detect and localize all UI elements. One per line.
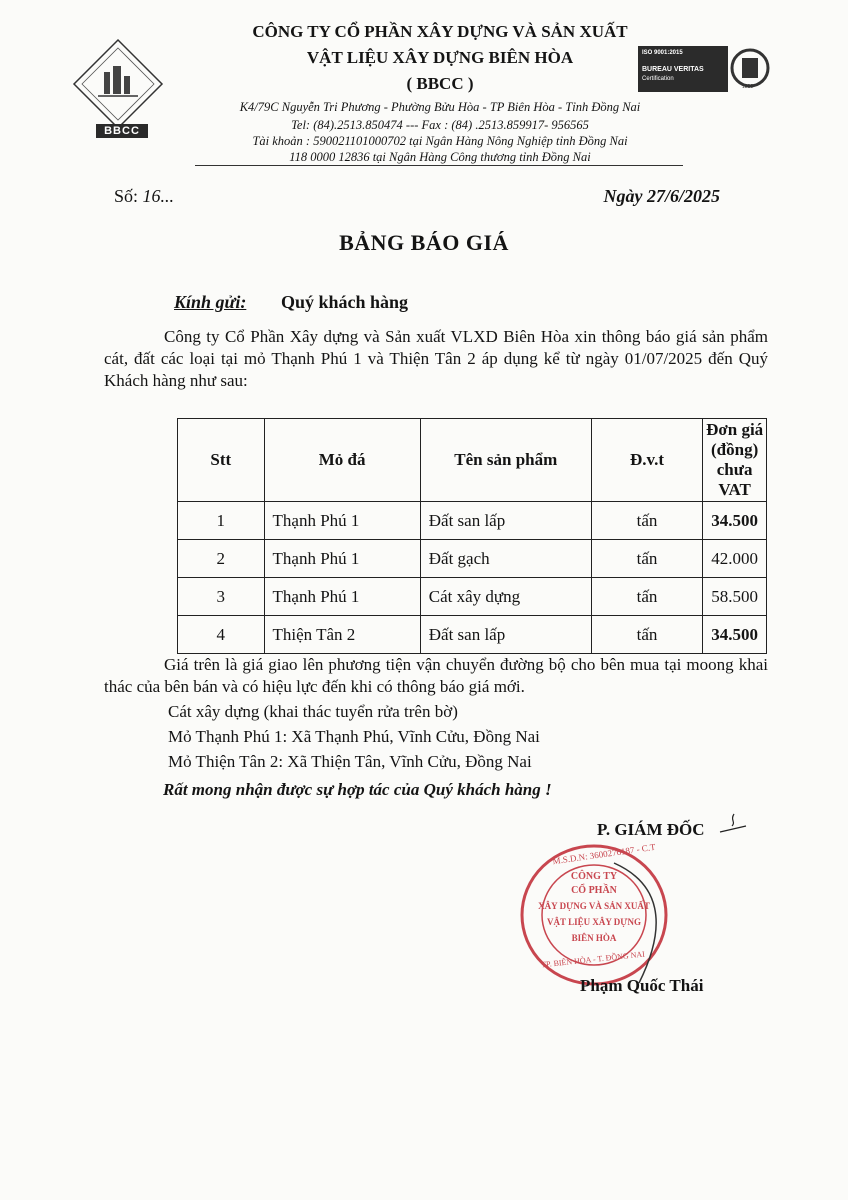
cell-unit: tấn <box>591 616 702 654</box>
cell-product: Cát xây dựng <box>420 578 591 616</box>
closing-line: Rất mong nhận được sự hợp tác của Quý khách hàng ! <box>163 780 552 799</box>
company-account-2: 118 0000 12836 tại Ngân Hàng Công thương tỉnh Đồng Nai <box>289 150 591 164</box>
company-name-line2: VẬT LIỆU XÂY DỰNG BIÊN HÒA <box>306 48 574 67</box>
stamp-line-2: CỔ PHẦN <box>571 885 617 896</box>
company-phone: Tel: (84).2513.850474 --- Fax : (84) .2513.859917- 956565 <box>291 118 589 132</box>
stamp-line-1: CÔNG TY <box>570 871 618 882</box>
cell-product: Đất san lấp <box>420 616 591 654</box>
table-row <box>178 616 767 654</box>
col-header-price-line1: Đơn giá (đồng) <box>706 420 764 459</box>
price-table <box>177 418 767 654</box>
stamp-line-5: BIÊN HÒA <box>571 933 617 943</box>
company-address: K4/79C Nguyễn Tri Phương - Phường Bửu Hòa - TP Biên Hòa - Tỉnh Đồng Nai <box>239 100 641 114</box>
cell-stt: 4 <box>178 616 265 654</box>
header-divider <box>195 165 683 166</box>
table-row <box>178 578 767 616</box>
stamp-bottom-text: TP. BIÊN HÒA - T. ĐỒNG NAI <box>540 949 646 970</box>
cert-iso: ISO 9001:2015 <box>642 50 683 56</box>
recipient-label: Kính gửi: <box>174 292 247 312</box>
cell-product: Đất gạch <box>420 540 591 578</box>
cert-year: 1828 <box>742 84 754 90</box>
page-title: BẢNG BÁO GIÁ <box>339 230 509 255</box>
company-stamp <box>519 843 669 988</box>
company-name-line1: CÔNG TY CỔ PHẦN XÂY DỰNG VÀ SẢN XUẤT <box>252 22 628 41</box>
cell-mine: Thiện Tân 2 <box>264 616 420 654</box>
stamp-line-4: VẬT LIỆU XÂY DỰNG <box>547 917 641 927</box>
cert-sub: Certification <box>642 76 674 82</box>
col-header-product: Tên sản phẩm <box>420 419 591 502</box>
cell-stt: 3 <box>178 578 265 616</box>
col-header-price-line2: chưa VAT <box>716 460 753 499</box>
company-account-1: Tài khoản : 590021101000702 tại Ngân Hàng Nông Nghiệp tỉnh Đồng Nai <box>252 134 628 148</box>
stamp-line-3: XÂY DỰNG VÀ SẢN XUẤT <box>538 901 650 911</box>
cell-unit: tấn <box>591 540 702 578</box>
document-number-label: Số: <box>114 186 143 206</box>
col-header-stt: Stt <box>178 419 265 502</box>
table-row <box>178 540 767 578</box>
cell-unit: tấn <box>591 578 702 616</box>
col-header-mine: Mỏ đá <box>264 419 420 502</box>
company-abbr: ( BBCC ) <box>406 74 474 93</box>
logo-badge: BBCC <box>96 124 148 138</box>
cell-stt: 2 <box>178 540 265 578</box>
intro-paragraph: Công ty Cổ Phần Xây dựng và Sản xuất VLXD Biên Hòa xin thông báo giá sản phẩm cát, đất các loại tại mỏ Thạnh Phú 1 và Thiện Tân 2 áp dụng kể từ ngày 01/07/2025 đến Quý Khách hàng như sau: <box>104 327 768 390</box>
signature-title: P. GIÁM ĐỐC <box>597 820 705 839</box>
col-header-price <box>703 419 767 502</box>
mine-1-address: Mỏ Thạnh Phú 1: Xã Thạnh Phú, Vĩnh Cửu, Đồng Nai <box>168 727 540 746</box>
document-number-value: 16... <box>142 186 175 206</box>
cell-mine: Thạnh Phú 1 <box>264 540 420 578</box>
table-header-row <box>178 419 767 502</box>
cell-mine: Thạnh Phú 1 <box>264 502 420 540</box>
cell-product: Đất san lấp <box>420 502 591 540</box>
initial-mark-icon <box>716 810 756 840</box>
cell-stt: 1 <box>178 502 265 540</box>
bureau-veritas-cert <box>638 46 768 94</box>
cell-price: 42.000 <box>703 540 767 578</box>
col-header-unit: Đ.v.t <box>591 419 702 502</box>
mine-2-address: Mỏ Thiện Tân 2: Xã Thiện Tân, Vĩnh Cửu, Đồng Nai <box>168 752 532 771</box>
recipient-value: Quý khách hàng <box>281 292 409 312</box>
table-row <box>178 502 767 540</box>
cert-name: BUREAU VERITAS <box>642 66 704 73</box>
signer-name: Phạm Quốc Thái <box>580 976 704 995</box>
cell-unit: tấn <box>591 502 702 540</box>
document-date: Ngày 27/6/2025 <box>603 186 720 206</box>
cell-price: 34.500 <box>703 616 767 654</box>
document-number <box>114 186 174 207</box>
delivery-note: Giá trên là giá giao lên phương tiện vận chuyển đường bộ cho bên mua tại moong khai thác của bên bán và có hiệu lực đến khi có thông báo giá mới. <box>104 655 768 696</box>
stamp-top-text: M.S.D.N: 3600276187 - C.T <box>551 841 657 867</box>
cell-price: 34.500 <box>703 502 767 540</box>
cell-price: 58.500 <box>703 578 767 616</box>
cell-mine: Thạnh Phú 1 <box>264 578 420 616</box>
sand-note: Cát xây dựng (khai thác tuyển rửa trên bờ) <box>168 702 458 721</box>
